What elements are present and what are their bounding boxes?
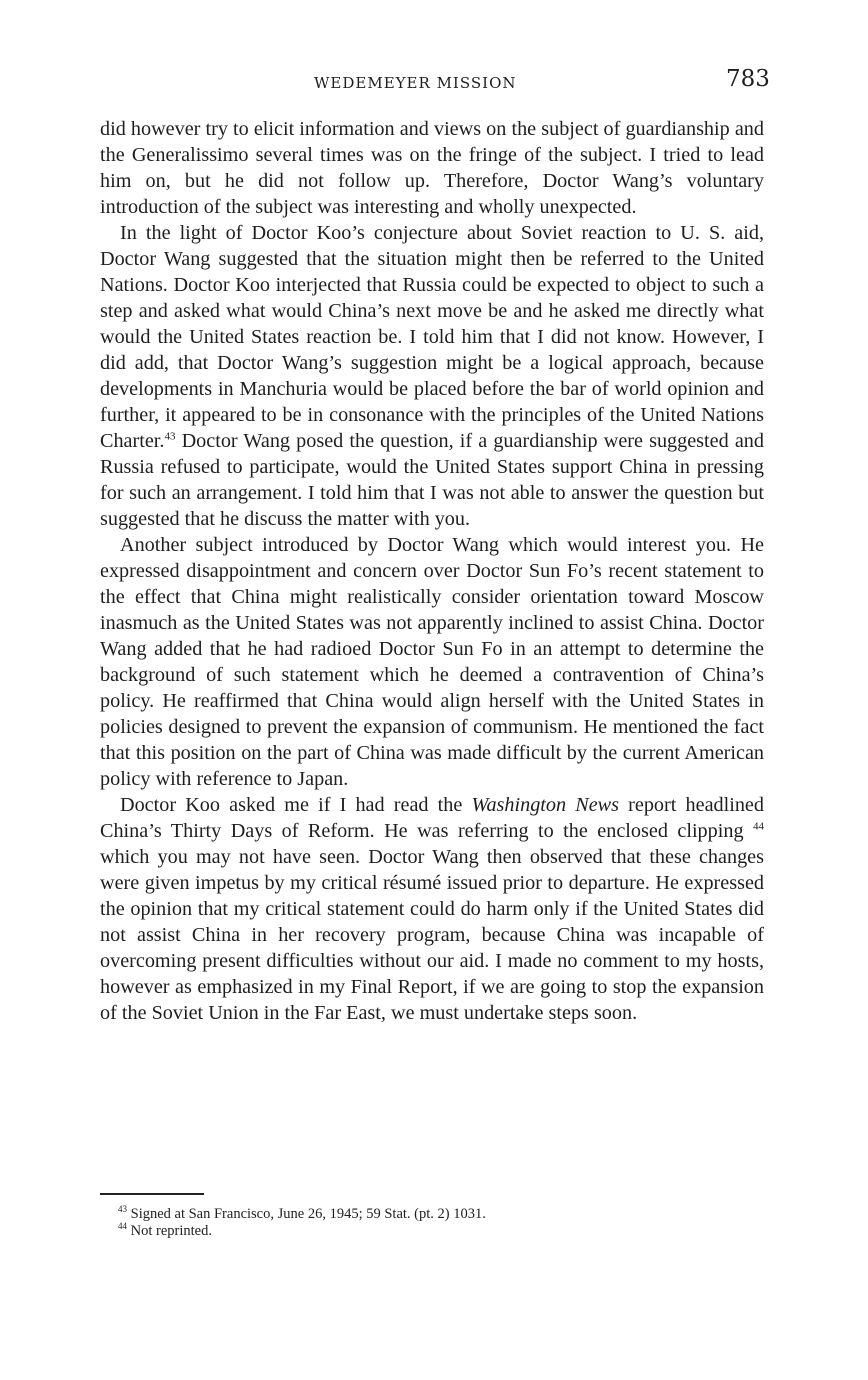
publication-title: Washington News: [471, 794, 619, 816]
footnote-mark: 43: [118, 1204, 127, 1215]
footnote-ref-43: 43: [164, 430, 176, 443]
footnote-text: Signed at San Francisco, June 26, 1945; 59 Stat. (pt. 2) 1031.: [127, 1206, 486, 1222]
paragraph-4-text-c: which you may not have seen. Doctor Wang then observed that these changes were given impetus by my critical résumé issued prior to departure. He expressed the opinion that my critical statement could do harm only if the United States did not assist China in her recovery program, because China was incapable of overcoming present difficulties without our aid. I made no comment to my hosts, however as emphasized in my Final Report, if we are going to stop the expansion of the Soviet Union in the Far East, we must undertake steps soon.: [100, 846, 764, 1024]
paragraph-4-text-b: report headlined China’s Thirty Days of Reform. He was referring to the enclosed clipping: [100, 794, 764, 842]
paragraph-2-text-b: Doctor Wang posed the question, if a guardianship were suggested and Russia refused to participate, would the United States support China in pressing for such an arrangement. I told him that I was not able to answer the question but suggested that he discuss the matter with you.: [100, 430, 764, 530]
paragraph-2-text-a: In the light of Doctor Koo’s conjecture about Soviet reaction to U. S. aid, Doctor Wang suggested that the situation might then be referred to the United Nations. Doctor Koo interjected that Russia could be expected to object to such a step and asked what would China’s next move be and he asked me directly what would the United States reaction be. I told him that I did not know. However, I did add, that Doctor Wang’s suggestion might be a logical approach, because developments in Manchuria would be placed before the bar of world opinion and further, it appeared to be in consonance with the principles of the United Nations Charter.: [100, 222, 764, 452]
footnote-43: [118, 1206, 758, 1223]
running-header-title: WEDEMEYER MISSION: [314, 74, 517, 92]
paragraph-4-text-a: Doctor Koo asked me if I had read the: [120, 794, 472, 816]
footnote-text: Not reprinted.: [127, 1223, 212, 1239]
footnote-mark: 44: [118, 1221, 127, 1232]
paragraph-3: Another subject introduced by Doctor Wang which would interest you. He expressed disappointment and concern over Doctor Sun Fo’s recent statement to the effect that China might realistically consider orientation toward Moscow inasmuch as the United States was not apparently inclined to assist China. Doctor Wang added that he had radioed Doctor Sun Fo in an attempt to determine the background of such statement which he deemed a contravention of China’s policy. He reaffirmed that China would align herself with the United States in policies designed to prevent the expansion of communism. He mentioned the fact that this position on the part of China was made difficult by the current American policy with reference to Japan.: [100, 534, 764, 790]
footnote-44: [118, 1223, 758, 1240]
page-number: 783: [726, 66, 770, 92]
paragraph-1: did however try to elicit information and views on the subject of guardianship and the Generalissimo several times was on the fringe of the subject. I tried to lead him on, but he did not follow up. Therefore, Doctor Wang’s voluntary introduction of the subject was interesting and wholly unexpected.: [100, 118, 764, 218]
footnotes: [118, 1206, 758, 1240]
footnote-divider: [100, 1193, 204, 1195]
footnote-ref-44: 44: [753, 820, 765, 833]
paragraph-2: [100, 220, 764, 532]
body-text: [100, 116, 764, 1026]
paragraph-4: [100, 792, 764, 1026]
